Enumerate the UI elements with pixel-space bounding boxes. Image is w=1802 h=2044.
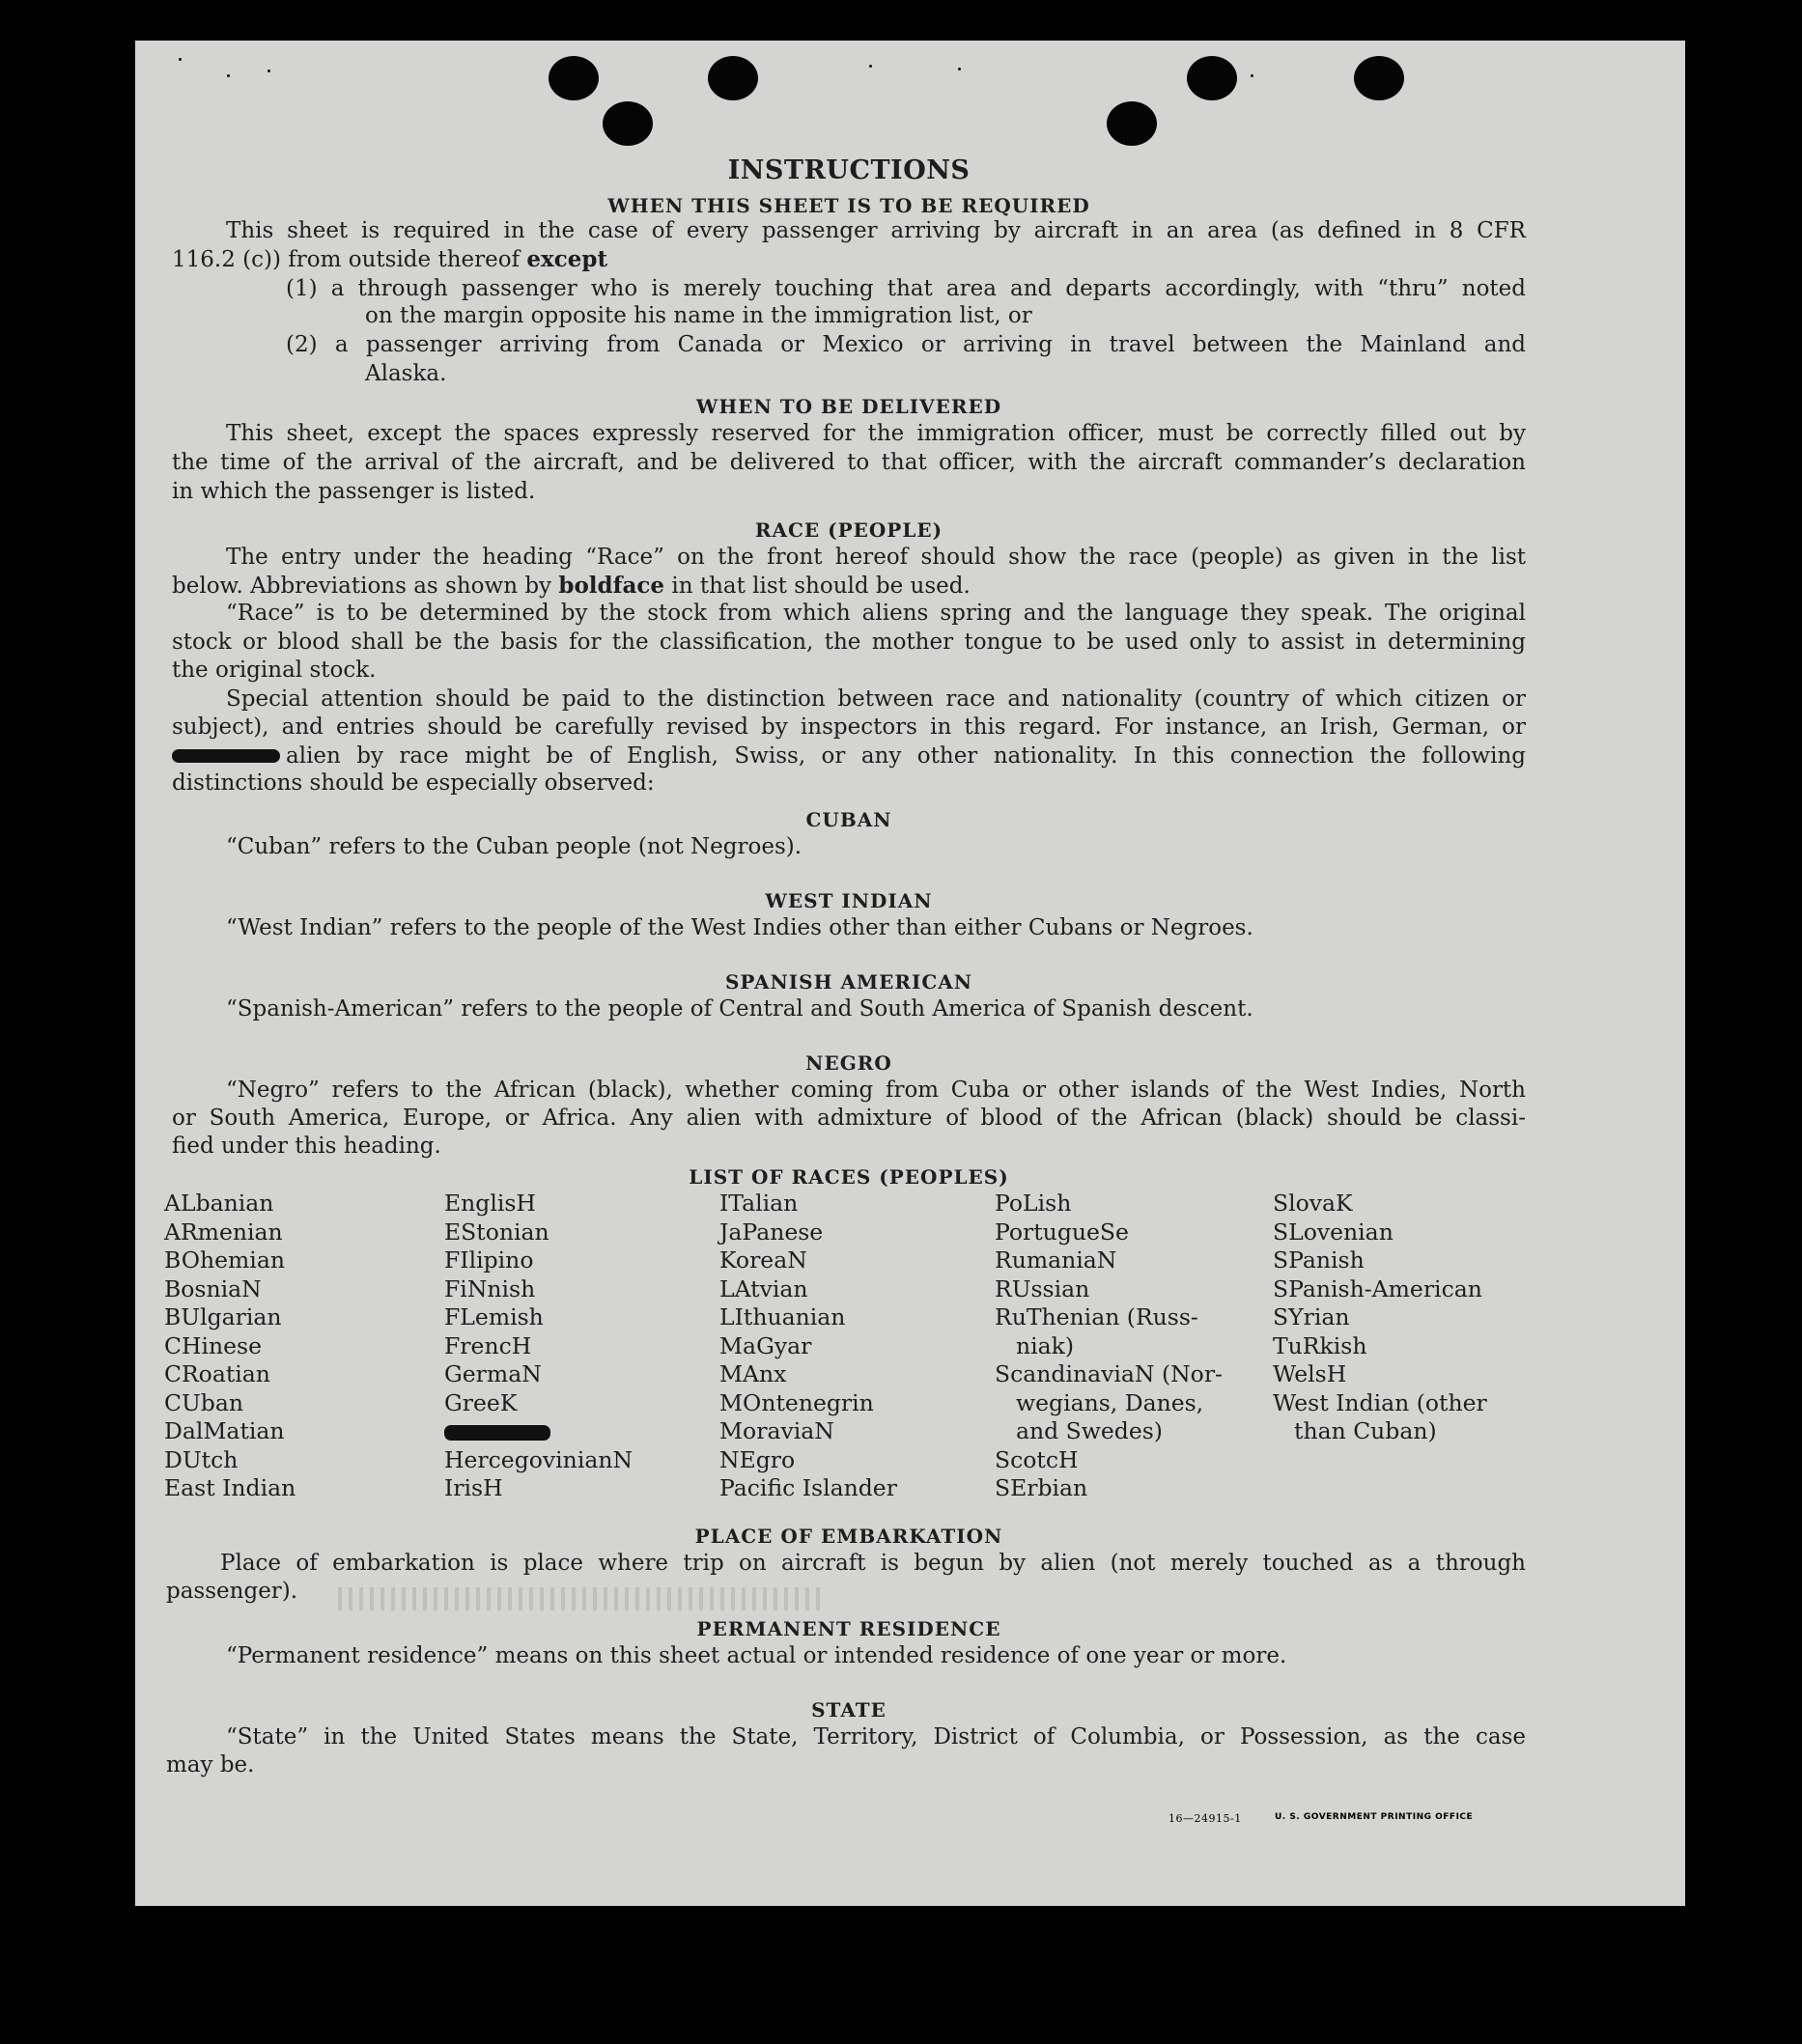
race-entry: JaPanese xyxy=(719,1218,824,1246)
race-entry: TuRkish xyxy=(1273,1331,1367,1359)
punch-hole xyxy=(603,101,653,146)
race-entry: RUssian xyxy=(995,1274,1090,1302)
race-entry: IrisH xyxy=(444,1474,503,1501)
race-entry: CUban xyxy=(164,1388,243,1416)
section-heading-state: STATE xyxy=(811,1698,887,1722)
paragraph-line: This sheet is required in the case of every passenger arriving by aircraft in an area (as defined in 8 CFR xyxy=(226,218,1526,243)
section-heading-spanish-american: SPANISH AMERICAN xyxy=(724,970,973,994)
punch-hole xyxy=(1187,56,1237,100)
paragraph-line: subject), and entries should be carefully revised by inspectors in this regard. For instance, an Irish, German, or xyxy=(172,714,1526,740)
race-entry: BosniaN xyxy=(164,1274,262,1302)
race-entry-redacted xyxy=(444,1417,633,1446)
races-column-2 xyxy=(444,1190,633,1503)
race-entry: MAnx xyxy=(719,1360,787,1387)
race-entry: FiNnish xyxy=(444,1274,536,1302)
race-entry: NEgro xyxy=(719,1445,796,1473)
paragraph-line: or South America, Europe, or Africa. Any alien with admixture of blood of the African (black) should be classi- xyxy=(172,1106,1526,1131)
ink-smear xyxy=(338,1587,821,1610)
race-entry: MaGyar xyxy=(719,1331,812,1359)
race-entry: LIthuanian xyxy=(719,1303,846,1330)
race-entry: CHinese xyxy=(164,1331,262,1359)
paragraph-line: This sheet, except the spaces expressly reserved for the immigration officer, must be correctly filled out by xyxy=(226,421,1526,446)
race-entry: SErbian xyxy=(995,1474,1088,1501)
race-entry: CRoatian xyxy=(164,1360,270,1387)
race-entry: DUtch xyxy=(164,1445,239,1473)
races-column-5 xyxy=(1273,1190,1487,1446)
footer-code: 16—24915-1 xyxy=(1168,1812,1242,1825)
race-entry: SlovaK xyxy=(1273,1190,1353,1217)
race-entry: SLovenian xyxy=(1273,1218,1394,1246)
race-entry: HercegovinianN xyxy=(444,1445,634,1473)
paragraph-line: “Race” is to be determined by the stock from which aliens spring and the language they speak. The original xyxy=(226,601,1526,626)
paragraph-line: alien by race might be of English, Swiss, or any other nationality. In this connection the following xyxy=(172,742,1526,770)
paragraph-line: 116.2 (c)) from outside thereof except xyxy=(172,246,608,272)
punch-hole xyxy=(549,56,599,100)
race-entry: ScotcH xyxy=(995,1445,1079,1473)
race-entry: GermaN xyxy=(444,1360,542,1387)
race-entry: ScandinaviaN (Nor- xyxy=(995,1360,1223,1387)
races-column-4 xyxy=(995,1190,1223,1503)
race-entry: East Indian xyxy=(164,1474,296,1501)
list-item-2-cont: Alaska. xyxy=(365,361,447,386)
list-item-2: (2) a passenger arriving from Canada or Mexico or arriving in travel between the Mainland and xyxy=(286,332,1526,357)
page-title: INSTRUCTIONS xyxy=(727,155,971,185)
race-entry: and Swedes) xyxy=(1016,1417,1163,1444)
section-heading-cuban: CUBAN xyxy=(805,808,892,831)
redaction-mark xyxy=(172,749,280,763)
race-entry: SPanish xyxy=(1273,1246,1365,1274)
section-heading-west-indian: WEST INDIAN xyxy=(765,889,933,912)
section-heading-required: WHEN THIS SHEET IS TO BE REQUIRED xyxy=(607,194,1090,217)
list-item-1-cont: on the margin opposite his name in the immigration list, or xyxy=(365,303,1032,328)
paragraph-line: “West Indian” refers to the people of the West Indies other than either Cubans or Negroes. xyxy=(226,915,1253,940)
race-entry: ALbanian xyxy=(164,1190,274,1217)
race-entry: ARmenian xyxy=(164,1218,283,1246)
footer-printer: U. S. GOVERNMENT PRINTING OFFICE xyxy=(1275,1812,1474,1822)
race-entry: ITalian xyxy=(719,1190,799,1217)
section-heading-residence: PERMANENT RESIDENCE xyxy=(696,1617,1001,1640)
paragraph-line: Special attention should be paid to the distinction between race and nationality (country of which citizen or xyxy=(226,686,1526,712)
punch-hole xyxy=(1107,101,1157,146)
race-entry: FLemish xyxy=(444,1303,544,1330)
race-entry: niak) xyxy=(1016,1331,1075,1359)
paragraph-line: The entry under the heading “Race” on the front hereof should show the race (people) as given in the list xyxy=(226,545,1526,570)
race-entry: PoLish xyxy=(995,1190,1072,1217)
paragraph-line: “State” in the United States means the State, Territory, District of Columbia, or Possession, as the case xyxy=(226,1724,1526,1750)
document-sheet xyxy=(135,41,1685,1906)
race-entry: SYrian xyxy=(1273,1303,1350,1330)
paragraph-line: passenger). xyxy=(166,1579,298,1604)
race-entry: EStonian xyxy=(444,1218,549,1246)
race-entry: Pacific Islander xyxy=(719,1474,897,1501)
paragraph-line: the original stock. xyxy=(172,658,377,683)
races-column-3 xyxy=(719,1190,897,1503)
races-list xyxy=(164,1190,1535,1508)
paragraph-line: stock or blood shall be the basis for the classification, the mother tongue to be used only to assist in determining xyxy=(172,630,1526,655)
race-entry: SPanish-American xyxy=(1273,1274,1482,1302)
race-entry: FrencH xyxy=(444,1331,532,1359)
section-heading-race: RACE (PEOPLE) xyxy=(754,518,943,542)
race-entry: FIlipino xyxy=(444,1246,534,1274)
race-entry: WelsH xyxy=(1273,1360,1347,1387)
race-entry: wegians, Danes, xyxy=(1016,1388,1204,1416)
section-heading-embarkation: PLACE OF EMBARKATION xyxy=(694,1525,1003,1548)
section-heading-negro: NEGRO xyxy=(805,1051,892,1075)
race-entry: DalMatian xyxy=(164,1417,285,1444)
race-entry: West Indian (other xyxy=(1273,1388,1487,1416)
race-entry: than Cuban) xyxy=(1294,1417,1437,1444)
paragraph-line: distinctions should be especially observed: xyxy=(172,770,655,796)
race-entry: GreeK xyxy=(444,1388,518,1416)
race-entry: MoraviaN xyxy=(719,1417,834,1444)
paragraph-line: the time of the arrival of the aircraft, and be delivered to that officer, with the aircraft commander’s declaration xyxy=(172,450,1526,475)
race-entry: BUlgarian xyxy=(164,1303,282,1330)
race-entry: LAtvian xyxy=(719,1274,808,1302)
race-entry: RuThenian (Russ- xyxy=(995,1303,1198,1330)
punch-hole xyxy=(708,56,758,100)
paragraph-line: “Permanent residence” means on this sheet actual or intended residence of one year or more. xyxy=(226,1643,1287,1668)
race-entry: KoreaN xyxy=(719,1246,807,1274)
paragraph-line: Place of embarkation is place where trip on aircraft is begun by alien (not merely touched as a through xyxy=(220,1551,1526,1576)
list-item-1: (1) a through passenger who is merely touching that area and departs accordingly, with “thru” noted xyxy=(286,276,1526,301)
race-entry: RumaniaN xyxy=(995,1246,1117,1274)
section-heading-delivered: WHEN TO BE DELIVERED xyxy=(695,395,1002,418)
punch-hole xyxy=(1354,56,1404,100)
race-entry: PortugueSe xyxy=(995,1218,1129,1246)
paragraph-line: below. Abbreviations as shown by boldface in that list should be used. xyxy=(172,573,971,599)
paragraph-line: fied under this heading. xyxy=(172,1134,441,1159)
race-entry: EnglisH xyxy=(444,1190,536,1217)
paragraph-line: in which the passenger is listed. xyxy=(172,479,536,504)
paragraph-line: “Negro” refers to the African (black), whether coming from Cuba or other islands of the West Indies, North xyxy=(226,1078,1526,1103)
races-column-1 xyxy=(164,1190,296,1503)
paragraph-line: “Cuban” refers to the Cuban people (not Negroes). xyxy=(226,834,802,859)
race-entry: MOntenegrin xyxy=(719,1388,874,1416)
section-heading-list: LIST OF RACES (PEOPLES) xyxy=(689,1165,1009,1189)
paragraph-line: “Spanish-American” refers to the people of Central and South America of Spanish descent. xyxy=(226,996,1253,1022)
race-entry: BOhemian xyxy=(164,1246,285,1274)
paragraph-line: may be. xyxy=(166,1752,255,1778)
